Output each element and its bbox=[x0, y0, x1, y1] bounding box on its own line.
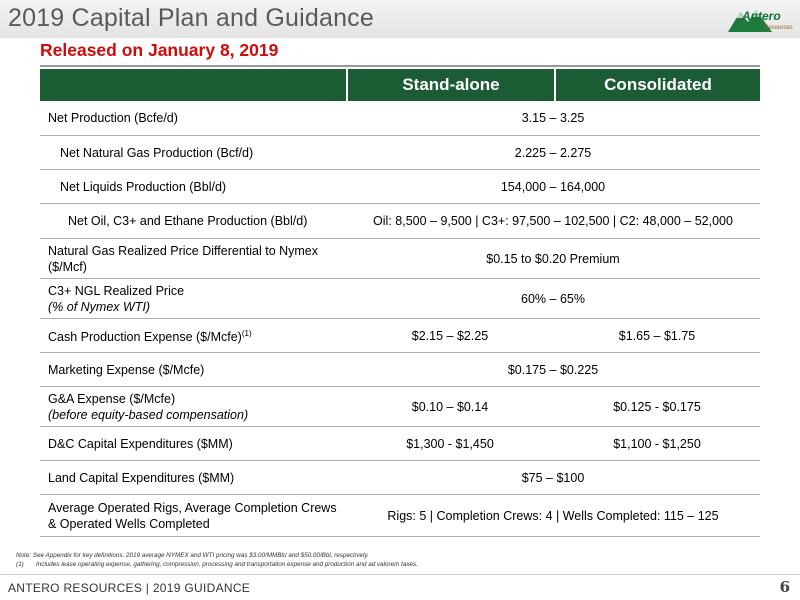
table-row-land-capex bbox=[40, 461, 760, 495]
note-1-number: (1) bbox=[16, 561, 24, 568]
row-label: Net Production (Bcfe/d) bbox=[48, 111, 178, 125]
row-label-sub: (before equity-based compensation) bbox=[48, 407, 249, 422]
consolidated-value: $0.125 - $0.175 bbox=[613, 399, 701, 414]
slide-title: 2019 Capital Plan and Guidance bbox=[8, 4, 374, 32]
table-row-ngl-price bbox=[40, 279, 760, 319]
note-main: Note: See Appendix for key definitions. 2019 average NYMEX and WTI pricing was $3.00/MMBtu and $50.00/Bbl, respectively. bbox=[16, 552, 369, 559]
row-label: C3+ NGL Realized Price bbox=[48, 283, 185, 298]
subtitle-divider bbox=[40, 65, 760, 67]
row-label: Land Capital Expenditures ($MM) bbox=[48, 470, 235, 485]
release-date-subtitle: Released on January 8, 2019 bbox=[40, 40, 279, 60]
row-label: Marketing Expense ($/Mcfe) bbox=[48, 362, 205, 377]
row-label: G&A Expense ($/Mcfe) bbox=[48, 391, 176, 406]
table-row-oil-c3-ethane bbox=[40, 204, 760, 239]
footnote-ref: (1) bbox=[241, 328, 252, 338]
header-consolidated: Consolidated bbox=[554, 69, 760, 101]
consolidated-value: $1,100 - $1,250 bbox=[613, 436, 701, 451]
row-label: Average Operated Rigs, Average Completion Crews & Operated Wells Completed bbox=[48, 500, 337, 531]
row-label: Natural Gas Realized Price Differential to Nymex ($/Mcf) bbox=[48, 243, 319, 274]
row-value: $0.175 – $0.225 bbox=[507, 362, 599, 377]
row-value: Rigs: 5 | Completion Crews: 4 | Wells Completed: 115 – 125 bbox=[387, 508, 719, 523]
table-row-net-production bbox=[40, 101, 760, 136]
header-blank-cell bbox=[40, 69, 346, 101]
note-1 bbox=[16, 560, 418, 569]
row-label-block bbox=[40, 283, 346, 315]
row-label-block bbox=[40, 326, 346, 345]
row-label: Net Liquids Production (Bbl/d) bbox=[60, 179, 227, 194]
footnotes bbox=[16, 551, 418, 569]
table-row-marketing bbox=[40, 353, 760, 387]
stand-alone-value: $0.10 – $0.14 bbox=[411, 399, 489, 414]
page-number: 6 bbox=[779, 578, 790, 596]
table-row-ga-expense bbox=[40, 387, 760, 427]
stand-alone-value: $2.15 – $2.25 bbox=[411, 328, 489, 343]
row-label: Net Oil, C3+ and Ethane Production (Bbl/d) bbox=[68, 214, 308, 228]
table-row-cash-production bbox=[40, 319, 760, 353]
row-label: D&C Capital Expenditures ($MM) bbox=[48, 436, 233, 451]
row-value: 60% – 65% bbox=[521, 291, 585, 306]
guidance-table bbox=[40, 69, 760, 537]
row-value: 154,000 – 164,000 bbox=[500, 179, 606, 194]
logo-subtext: Resources bbox=[764, 25, 793, 31]
note-1-text: Includes lease operating expense, gathering, compression, processing and transportation expense and production and ad valorem taxes. bbox=[36, 561, 418, 568]
row-value: $75 – $100 bbox=[521, 470, 585, 485]
row-label: Cash Production Expense ($/Mcfe) bbox=[48, 330, 242, 345]
table-row-dc-capex bbox=[40, 427, 760, 461]
row-label: Net Natural Gas Production (Bcf/d) bbox=[60, 145, 254, 160]
table-row-rigs-crews-wells bbox=[40, 495, 760, 537]
header-stand-alone: Stand-alone bbox=[346, 69, 554, 101]
row-label-sub: (% of Nymex WTI) bbox=[48, 299, 151, 314]
footer-divider bbox=[0, 574, 800, 575]
row-value: 3.15 – 3.25 bbox=[521, 111, 585, 125]
row-value: $0.15 to $0.20 Premium bbox=[486, 251, 620, 266]
row-label-block bbox=[40, 391, 346, 423]
table-row-net-liquids bbox=[40, 170, 760, 204]
footer-text: ANTERO RESOURCES | 2019 GUIDANCE bbox=[8, 581, 251, 595]
consolidated-value: $1.65 – $1.75 bbox=[618, 328, 696, 343]
table-row-gas-differential bbox=[40, 239, 760, 279]
row-value: 2.225 – 2.275 bbox=[514, 145, 592, 160]
logo-wordmark: Antero bbox=[742, 9, 781, 23]
row-value: Oil: 8,500 – 9,500 | C3+: 97,500 – 102,500 | C2: 48,000 – 52,000 bbox=[373, 214, 733, 228]
stand-alone-value: $1,300 - $1,450 bbox=[406, 436, 494, 451]
table-row-net-gas bbox=[40, 136, 760, 170]
table-header-row bbox=[40, 69, 760, 101]
